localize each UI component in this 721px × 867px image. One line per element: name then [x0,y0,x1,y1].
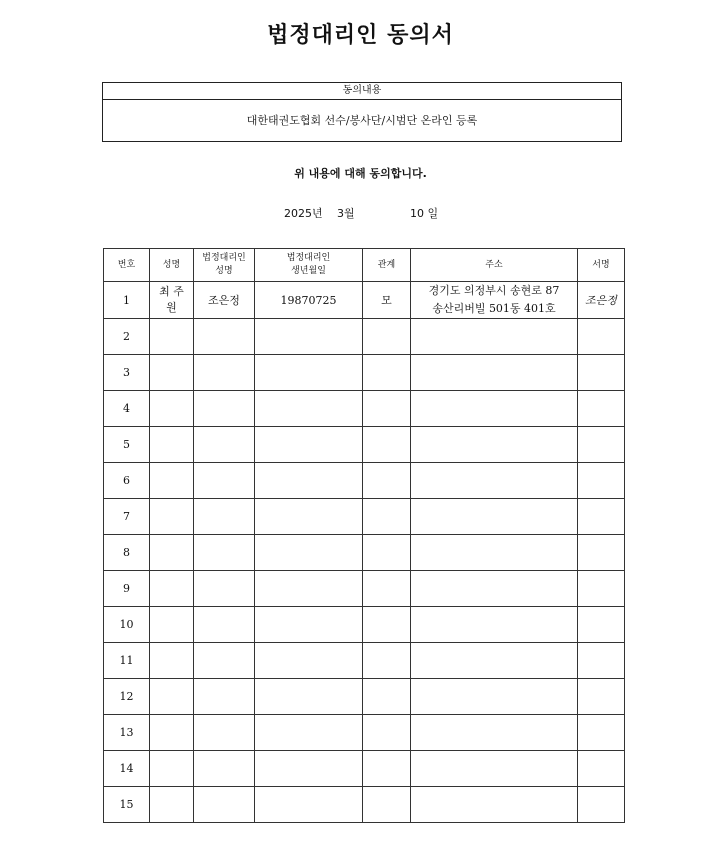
consent-box [102,82,622,142]
row-no: 13 [104,715,150,751]
row-no: 6 [104,463,150,499]
table-row [104,715,625,751]
row-no: 14 [104,751,150,787]
row-name: 최 주 원 [150,282,194,319]
row-no: 15 [104,787,150,823]
row-no: 8 [104,535,150,571]
table-header-row [104,249,625,282]
row-relation: 모 [363,282,411,319]
table-row [104,643,625,679]
row-no: 5 [104,427,150,463]
row-no: 3 [104,355,150,391]
table-row [104,355,625,391]
table-row [104,463,625,499]
row-signature: 조은정 [578,282,625,319]
date-month: 3월 [337,207,355,220]
date-line [0,205,721,221]
table-row [104,427,625,463]
row-guardian-name: 조은정 [194,282,255,319]
row-no: 9 [104,571,150,607]
guardian-table [103,248,625,823]
page-title: 법정대리인 동의서 [267,23,454,48]
table-row [104,282,625,319]
table-row [104,607,625,643]
header-guardian-birth: 법정대리인 생년월일 [255,249,363,282]
consent-statement: 위 내용에 대해 동의합니다. [294,167,427,180]
table-row [104,679,625,715]
row-no: 11 [104,643,150,679]
table-row [104,319,625,355]
row-no: 7 [104,499,150,535]
table-row [104,535,625,571]
table-row [104,391,625,427]
row-no: 10 [104,607,150,643]
row-guardian-birth: 19870725 [255,282,363,319]
header-relation: 관계 [363,249,411,282]
row-no: 4 [104,391,150,427]
header-address: 주소 [411,249,578,282]
header-no: 번호 [104,249,150,282]
header-name: 성명 [150,249,194,282]
date-year: 2025년 [284,207,323,220]
row-no: 1 [104,282,150,319]
table-row [104,499,625,535]
consent-header: 동의내용 [103,83,621,100]
header-signature: 서명 [578,249,625,282]
header-guardian-name: 법정대리인 성명 [194,249,255,282]
date-day: 10 일 [410,207,439,220]
table-row [104,571,625,607]
row-address: 경기도 의정부시 송현로 87 송산리버빌 501동 401호 [411,282,578,319]
row-no: 12 [104,679,150,715]
table-row [104,751,625,787]
table-row [104,787,625,823]
consent-body: 대한태권도협회 선수/봉사단/시범단 온라인 등록 [246,114,478,127]
row-no: 2 [104,319,150,355]
